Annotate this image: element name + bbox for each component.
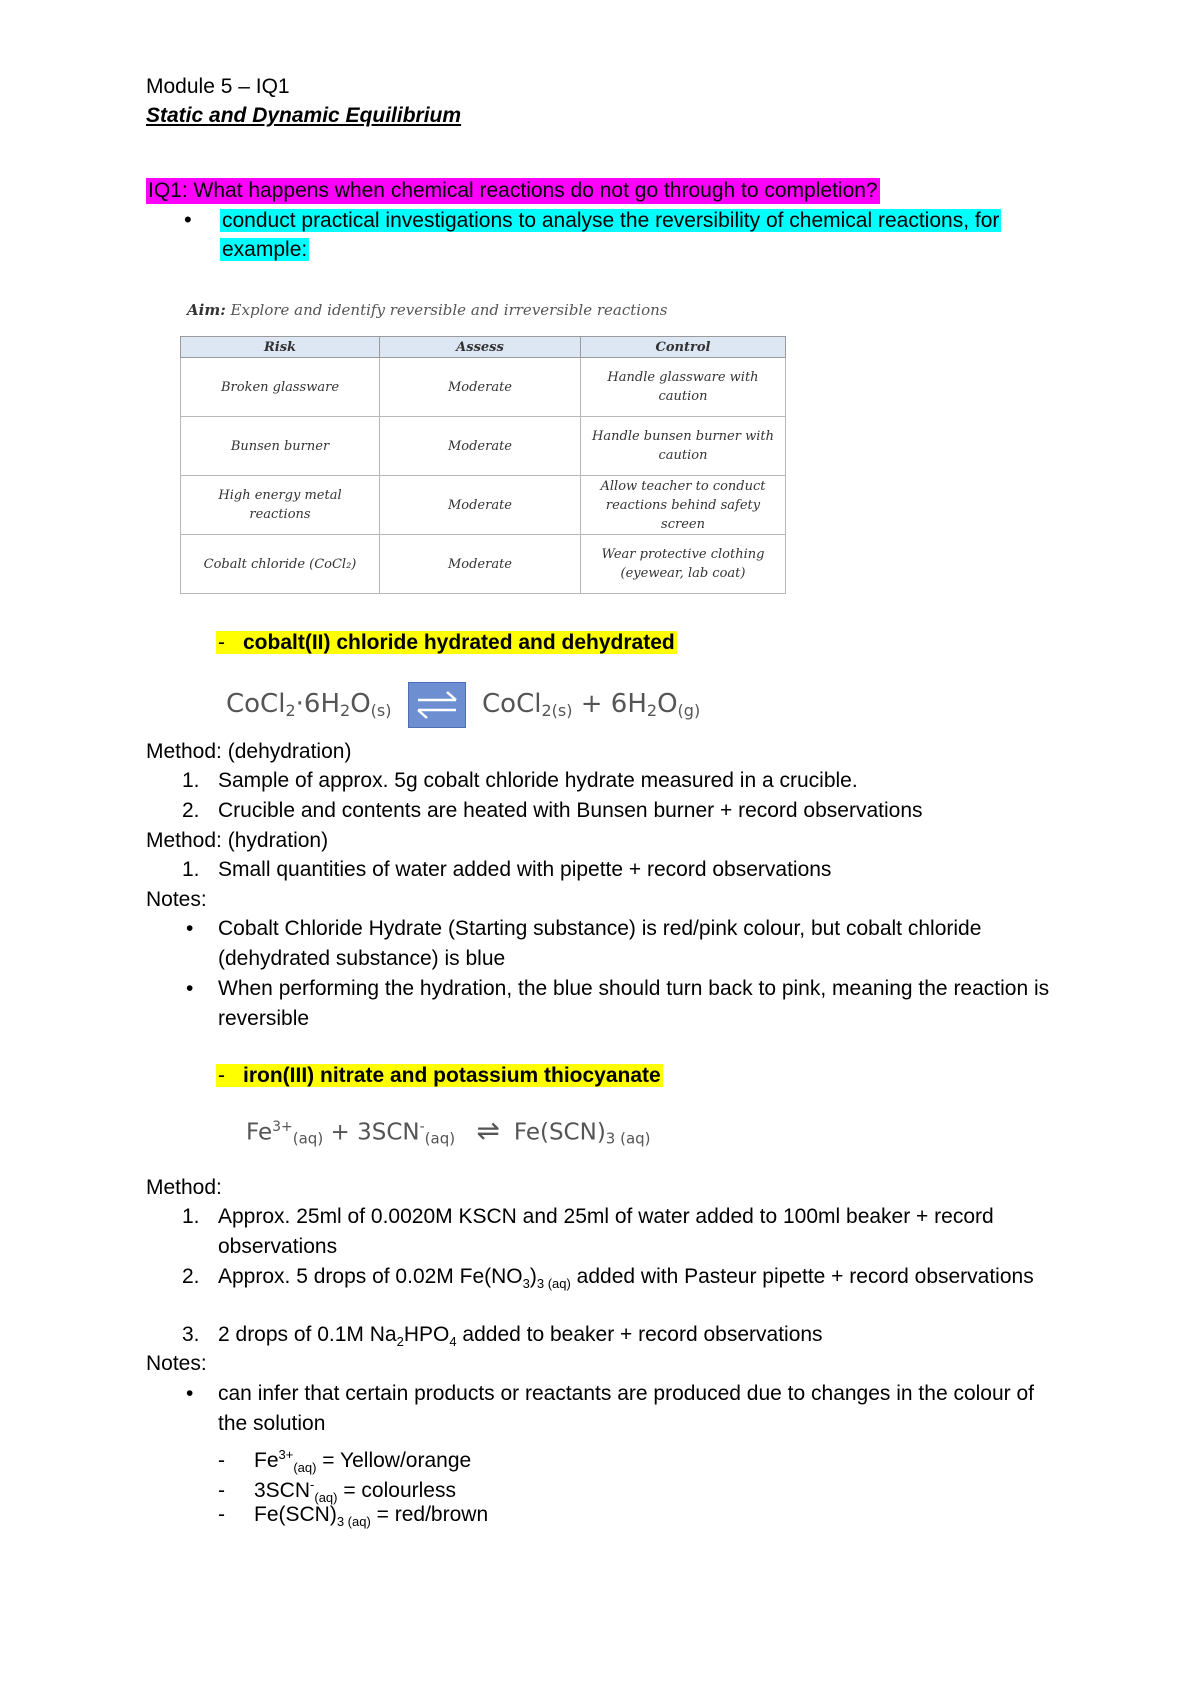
eq-sub: 2 [285, 701, 296, 720]
text-part: = red/brown [370, 1503, 489, 1526]
bullet-icon: • [186, 1382, 194, 1405]
text-part: 3SCN [254, 1479, 311, 1502]
text-part: = Yellow/orange [316, 1449, 472, 1472]
cobalt-heading-text: cobalt(II) chloride hydrated and dehydrated [243, 631, 675, 654]
text-part: HPO [403, 1323, 450, 1346]
dash-marker: - [218, 1449, 225, 1472]
eq-state: (g) [677, 701, 701, 720]
list-number: 1. [182, 858, 200, 881]
control-cell: Handle glassware with caution [581, 358, 786, 417]
notes-label: Notes: [146, 888, 207, 911]
risk-assessment-table [180, 336, 786, 594]
text-part: added to beaker + record observations [456, 1323, 823, 1346]
list-number: 3. [182, 1323, 200, 1346]
text-sub: 3 (aq) [536, 1276, 571, 1292]
eq-term: CoCl [482, 689, 542, 719]
eq-term: O [350, 689, 371, 719]
text-part: 2 drops of 0.1M Na [218, 1323, 397, 1346]
text-sup: - [310, 1477, 315, 1492]
text-part: Fe [254, 1449, 279, 1472]
list-item [182, 1379, 1062, 1439]
header-assess: Assess [380, 337, 581, 358]
list-number: 2. [182, 1265, 200, 1288]
control-cell: Allow teacher to conduct reactions behind safety screen [581, 476, 786, 535]
list-text: Approx. 25ml of 0.0020M KSCN and 25ml of water added to 100ml beaker + record observations [218, 1205, 994, 1258]
table-row [181, 535, 786, 594]
cobalt-equation [226, 680, 700, 728]
text-part: = colourless [337, 1479, 456, 1502]
text-sub: (aq) [314, 1490, 338, 1506]
dash-marker: - [218, 631, 225, 654]
dash-marker: - [218, 1503, 225, 1526]
table-header-row [181, 337, 786, 358]
aim-text: Explore and identify reversible and irreversible reactions [230, 301, 668, 319]
method-dehydration-label: Method: (dehydration) [146, 740, 352, 763]
text-sub: (aq) [293, 1460, 317, 1476]
text-sub: 4 [449, 1334, 457, 1350]
inquiry-bullet-text: conduct practical investigations to analyse the reversibility of chemical reactions, for example: [222, 209, 1000, 261]
risk-cell: Cobalt chloride (CoCl₂) [181, 535, 380, 594]
eq-sub: 2 [340, 701, 351, 720]
eq-term: Fe(SCN) [513, 1119, 606, 1146]
table-row [181, 476, 786, 535]
list-item [182, 1320, 1062, 1357]
eq-term: ·6H [295, 689, 340, 719]
table-row [181, 358, 786, 417]
iron-equation [246, 1110, 651, 1148]
list-text: Small quantities of water added with pipette + record observations [218, 858, 832, 881]
inquiry-question: IQ1: What happens when chemical reactions do not go through to completion? [148, 179, 878, 202]
control-cell: Wear protective clothing (eyewear, lab coat) [581, 535, 786, 594]
dash-marker: - [218, 1064, 225, 1087]
eq-sup: - [419, 1119, 425, 1135]
text-part: added with Pasteur pipette + record observations [570, 1265, 1034, 1288]
text-part: Approx. 5 drops of 0.02M Fe(NO [218, 1265, 523, 1288]
method-hydration-label: Method: (hydration) [146, 829, 329, 852]
eq-sub: 2(s) [541, 701, 573, 720]
bullet-icon: • [184, 207, 192, 232]
text-sub: 3 [522, 1276, 530, 1292]
list-text: Cobalt Chloride Hydrate (Starting substance) is red/pink colour, but cobalt chloride (dehydrated substance) is blue [218, 917, 982, 970]
list-text: Sample of approx. 5g cobalt chloride hydrate measured in a crucible. [218, 769, 858, 792]
list-item [182, 796, 1082, 826]
aim-label: Aim: [187, 301, 226, 319]
header-risk: Risk [181, 337, 380, 358]
assess-cell: Moderate [380, 358, 581, 417]
iron-heading-text: iron(III) nitrate and potassium thiocyanate [243, 1064, 661, 1087]
list-item [182, 914, 1062, 974]
list-number: 1. [182, 1205, 200, 1228]
bullet-icon: • [186, 977, 194, 1000]
page-subtitle: Static and Dynamic Equilibrium [146, 104, 462, 127]
list-item [218, 1500, 488, 1537]
text-sub: 2 [396, 1334, 404, 1350]
eq-term: O [657, 689, 678, 719]
text-part: ) [529, 1265, 537, 1288]
table-row [181, 417, 786, 476]
dash-marker: - [218, 1479, 225, 1502]
risk-cell: High energy metal reactions [181, 476, 380, 535]
page-title: Module 5 – IQ1 [146, 75, 290, 98]
assess-cell: Moderate [380, 417, 581, 476]
eq-sub: 2 [646, 701, 658, 720]
bullet-icon: • [186, 917, 194, 940]
list-text: When performing the hydration, the blue should turn back to pink, meaning the reaction is reversible [218, 977, 1050, 1030]
eq-state: (s) [370, 701, 392, 720]
list-number: 2. [182, 799, 200, 822]
header-control: Control [581, 337, 786, 358]
list-text [218, 1262, 1062, 1299]
list-number: 1. [182, 769, 200, 792]
eq-term: + 6H [572, 689, 647, 719]
risk-cell: Broken glassware [181, 358, 380, 417]
list-text [218, 1320, 1062, 1357]
eq-term: + 3SCN [323, 1119, 420, 1146]
inquiry-bullet [176, 206, 1056, 264]
eq-state: (aq) [292, 1129, 324, 1148]
control-cell: Handle bunsen burner with caution [581, 417, 786, 476]
text-sup: 3+ [278, 1447, 294, 1462]
iron-heading [216, 1063, 663, 1089]
list-item [182, 1262, 1062, 1299]
eq-sup: 3+ [272, 1119, 293, 1135]
risk-cell: Bunsen burner [181, 417, 380, 476]
equilibrium-arrow-icon: ⇌ [476, 1113, 500, 1147]
eq-state: 3 (aq) [605, 1129, 651, 1148]
assess-cell: Moderate [380, 476, 581, 535]
eq-state: (aq) [424, 1129, 456, 1148]
cobalt-heading [216, 630, 677, 656]
list-item [182, 855, 1082, 885]
list-text: can infer that certain products or reactants are produced due to changes in the colour of the solution [218, 1382, 1034, 1435]
list-item [182, 1202, 1062, 1262]
iron-notes-label: Notes: [146, 1352, 207, 1375]
eq-term: Fe [246, 1119, 273, 1146]
text-sub: 3 (aq) [336, 1514, 371, 1530]
equilibrium-arrow-icon [408, 682, 466, 728]
iron-method-label: Method: [146, 1176, 222, 1199]
list-item [182, 974, 1062, 1034]
text-part: Fe(SCN) [254, 1503, 337, 1526]
assess-cell: Moderate [380, 535, 581, 594]
list-text: Crucible and contents are heated with Bunsen burner + record observations [218, 799, 923, 822]
eq-term: CoCl [226, 689, 286, 719]
aim-line [187, 301, 667, 319]
list-item [182, 766, 1082, 796]
